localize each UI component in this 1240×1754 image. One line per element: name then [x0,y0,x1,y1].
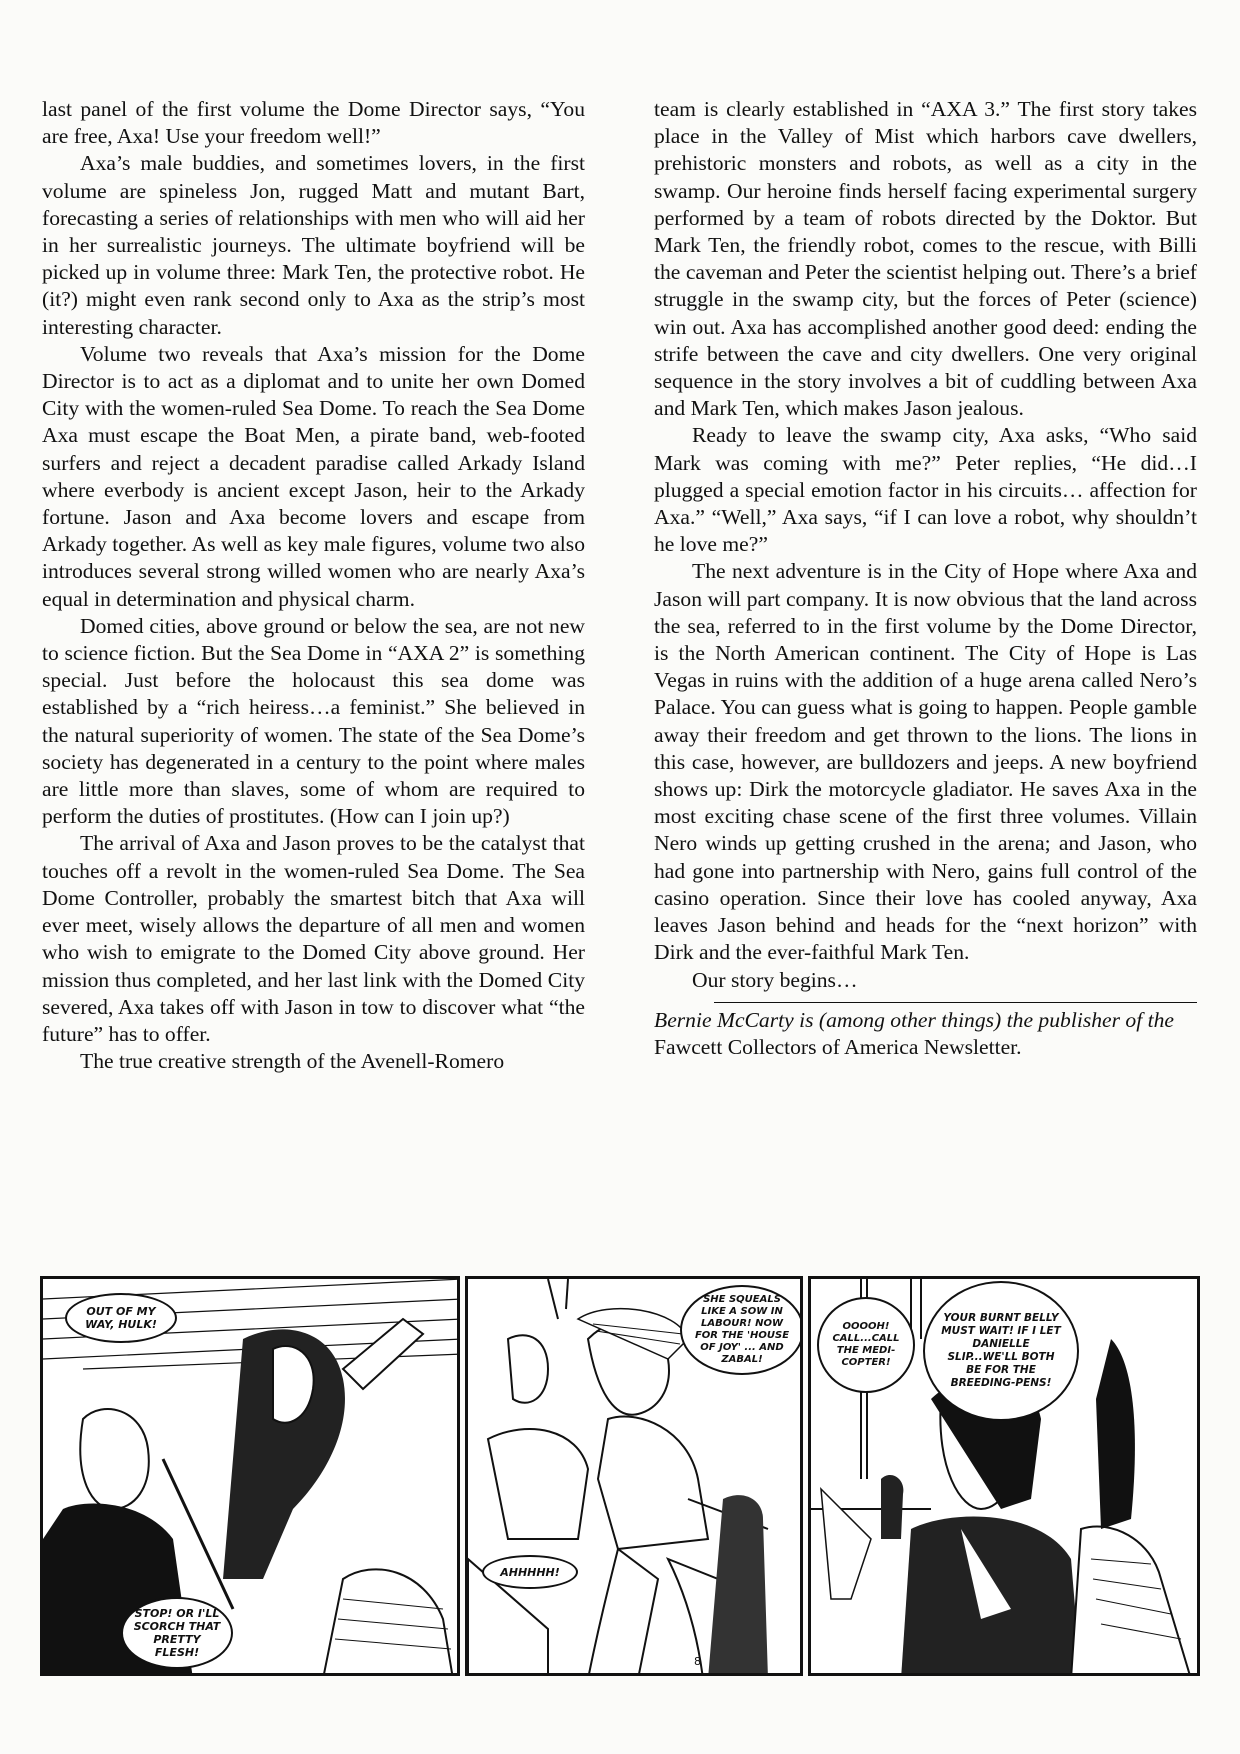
paragraph: The next adventure is in the City of Hope where Axa and Jason will part company. It is now obvious that the land across the sea, referred to in the first volume by the Dome Director, is the North American continent. The City of Hope is Las Vegas in ruins with the addition of a huge arena called Nero’s Palace. You can guess what is going to happen. People gamble away their freedom and get thrown to the lions. The lions in this case, however, are bulldozers and jeeps. A new boyfriend shows up: Dirk the motorcycle gladiator. He saves Axa in the most exciting chase scene of the first three volumes. Villain Nero winds up getting crushed in the arena; and Jason, who had gone into partnership with Nero, gains full control of the casino operation. Since their love has cooled anyway, Axa leaves Jason behind and heads for the “next horizon” with Dirk and the ever-faithful Mark Ten. [654,559,1197,965]
comic-strip [40,1276,1200,1676]
paragraph: team is clearly established in “AXA 3.” The first story takes place in the Valley of Mist which harbors cave dwellers, prehistoric monsters and robots, as well as a city in the swamp. Our heroine finds herself facing experimental surgery performed by a team of robots directed by the Doktor. But Mark Ten, the friendly robot, comes to the rescue, with Billi the caveman and Peter the scientist helping out. There’s a brief struggle in the swamp city, but the forces of Peter (science) win out. Axa has accomplished another good deed: ending the strife between the cave and city dwellers. One very original sequence in the story involves a bit of cuddling between Axa and Mark Ten, which makes Jason jealous. [654,97,1197,421]
speech-balloon: SHE SQUEALS LIKE A SOW IN LABOUR! NOW FOR THE 'HOUSE OF JOY' ... AND ZABAL! [680,1285,803,1375]
speech-balloon: AHHHHH! [482,1555,578,1589]
left-column [42,96,585,1075]
paragraph: The arrival of Axa and Jason proves to be the catalyst that touches off a revolt in the women-ruled Sea Dome. The Sea Dome Controller, probably the smartest bitch that Axa will ever meet, wisely allows the departure of all men and women who wish to emigrate to the Domed City above ground. Her mission thus completed, and her last link with the Domed City severed, Axa takes off with Jason in tow to discover what “the future” has to offer. [42,831,585,1046]
paragraph: Ready to leave the swamp city, Axa asks, “Who said Mark was coming with me?” Peter replies, “He did…I plugged a special emotion factor in his circuits… affection for Axa.” “Well,” Axa says, “if I can love a robot, why shouldn’t he love me?” [654,423,1197,557]
speech-balloon: OUT OF MY WAY, HULK! [65,1293,177,1343]
panel-number: 8 [694,1655,701,1668]
paragraph: The true creative strength of the Avenell-Romero [80,1049,505,1074]
paragraph: Our story begins… [692,967,858,992]
paragraph: Volume two reveals that Axa’s mission for the Dome Director is to act as a diplomat and to unite her own Domed City with the women-ruled Sea Dome. To reach the Sea Dome Axa must escape the Boat Men, a pirate band, web-footed surfers and reject a decadent paradise called Arkady Island where everbody is ancient except Jason, heir to the Arkady fortune. Jason and Axa become lovers and escape from Arkady together. As well as key male figures, volume two also introduces several strong willed women who are nearly Axa’s equal in determination and physical charm. [42,341,585,611]
byline-divider [714,1002,1197,1003]
author-byline [654,1007,1197,1061]
speech-balloon: OOOOH! CALL...CALL THE MEDI-COPTER! [817,1297,915,1393]
speech-balloon: STOP! OR I'LL SCORCH THAT PRETTY FLESH! [121,1597,233,1669]
comic-panel-1 [40,1276,460,1676]
right-column [654,96,1197,1061]
comic-panel-3 [808,1276,1200,1676]
byline-italic: Bernie McCarty is (among other things) the publisher of the [654,1007,1174,1032]
paragraph: Domed cities, above ground or below the sea, are not new to science fiction. But the Sea Dome in “AXA 2” is something special. Just before the holocaust this sea dome was established by a “rich heiress…a feminist.” She believed in the natural superiority of women. The state of the Sea Dome’s society has degenerated in a century to the point where males are little more than slaves, some of whom are required to perform the duties of prostitutes. (How can I join up?) [42,613,585,829]
paragraph: Axa’s male buddies, and sometimes lovers, in the first volume are spineless Jon, rugged Matt and mutant Bart, forecasting a series of relationships with men who will aid her in her surrealistic journeys. The ultimate boyfriend will be picked up in volume three: Mark Ten, the protective robot. He (it?) might even rank second only to Axa as the strip’s most interesting character. [42,151,585,339]
paragraph: last panel of the first volume the Dome Director says, “You are free, Axa! Use your freedom well!” [42,97,585,149]
comic-panel-2 [465,1276,803,1676]
speech-balloon: YOUR BURNT BELLY MUST WAIT! IF I LET DANIELLE SLIP...WE'LL BOTH BE FOR THE BREEDING-PENS! [923,1281,1079,1421]
newsletter-name: Fawcett Collectors of America Newsletter. [654,1034,1022,1059]
